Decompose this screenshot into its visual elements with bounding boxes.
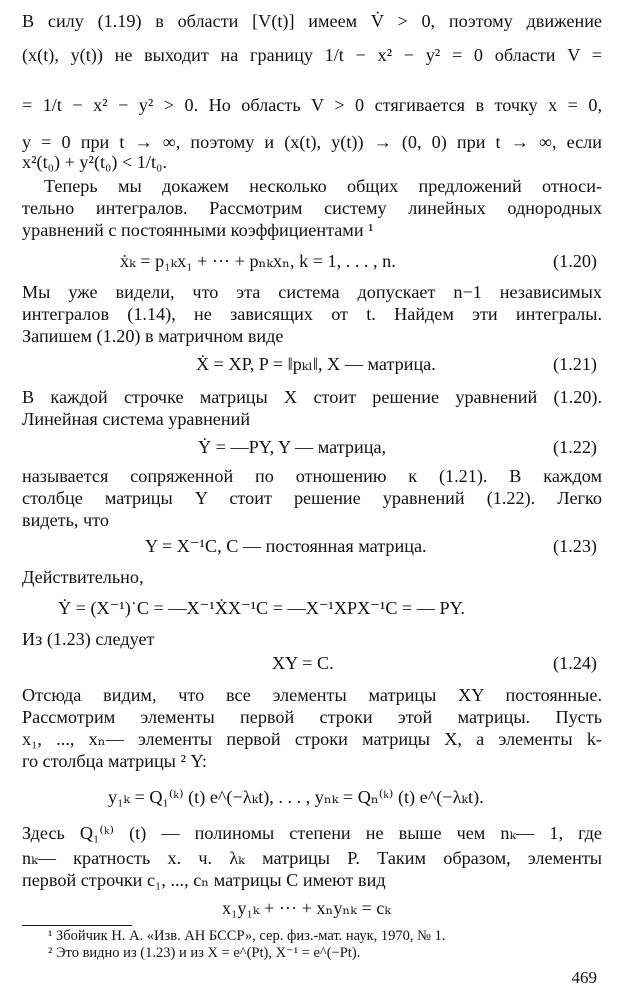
text-line: В каждой строчке матрицы X стоит решение уравнений (1.20). [22,387,602,407]
equation-1-20: ẋₖ = p₁ₖx₁ + ··· + pₙₖxₙ, k = 1, . . . , n. [120,251,396,271]
text-line: столбце матрицы Y стоит решение уравнений (1.22). Легко [22,488,602,508]
equation-number: (1.20) [553,251,597,271]
equation-number: (1.22) [553,437,597,457]
text-line: Действительно, [22,567,144,587]
text-line: тельно интегралов. Рассмотрим систему линейных однородных [22,198,602,218]
text-line: x₁, ..., xₙ— элементы первой строки матрицы X, а элементы k- [22,729,602,749]
text-line: Отсюда видим, что все элементы матрицы XY постоянные. [22,685,602,705]
text-line: уравнений с постоянными коэффициентами ¹ [22,220,374,240]
derivation-equation: Ẏ = (X⁻¹)˙C = —X⁻¹ẊX⁻¹C = —X⁻¹XPX⁻¹C = — PY. [58,598,465,618]
text-line: Теперь мы докажем несколько общих предложений относи- [44,176,602,196]
footnote-2: ² Это видно из (1.23) и из X = e^(Pt), X⁻¹ = e^(−Pt). [48,945,361,961]
text-line: Запишем (1.20) в матричном виде [22,326,284,346]
text-line: Линейная система уравнений [22,409,251,429]
text-line: Рассмотрим элементы первой строки этой матрицы. Пусть [22,707,602,727]
text-line: (x(t), y(t)) не выходит на границу 1/t − x² − y² = 0 области V = [22,45,602,65]
equation-c-row: x₁y₁ₖ + ··· + xₙyₙₖ = cₖ [222,898,391,918]
text-line: y = 0 при t → ∞, поэтому и (x(t), y(t)) → (0, 0) при t → ∞, если [22,132,602,152]
equation-number: (1.23) [553,536,597,556]
equation-1-23: Y = X⁻¹C, C — постоянная матрица. [145,536,427,556]
equation-1-24: XY = C. [272,653,334,673]
equation-number: (1.24) [553,653,597,673]
footnote-divider [22,925,132,926]
equation-1-22: Ẏ = —PY, Y — матрица, [198,437,387,457]
text-line: называется сопряженной по отношению к (1.21). В каждом [22,466,602,486]
text-line: В силу (1.19) в области [V(t)] имеем V̇ > 0, поэтому движение [22,11,602,31]
equation-y-column: y₁ₖ = Q₁⁽ᵏ⁾ (t) e^(−λₖt), . . . , yₙₖ = Qₙ⁽ᵏ⁾ (t) e^(−λₖt). [108,787,484,807]
text-line: первой строчки c₁, ..., cₙ матрицы C имеют вид [22,870,386,890]
text-line: го столбца матрицы ² Y: [22,751,207,771]
text-line: nₖ— кратность х. ч. λₖ матрицы P. Таким образом, элементы [22,848,602,868]
text-line: = 1/t − x² − y² > 0. Но область V > 0 стягивается в точку x = 0, [22,95,602,115]
text-line: Из (1.23) следует [22,629,155,649]
text-line: Здесь Q₁⁽ᵏ⁾ (t) — полиномы степени не выше чем nₖ— 1, где [22,823,602,843]
text-line: видеть, что [22,510,109,530]
text-line: Мы уже видели, что эта система допускает n−1 независимых [22,282,602,302]
page-number: 469 [571,968,597,987]
footnote-1: ¹ Збойчик Н. А. «Изв. АН БССР», сер. физ.-мат. наук, 1970, № 1. [48,928,446,944]
text-line: интегралов (1.14), не зависящих от t. Найдем эти интегралы. [22,304,602,324]
equation-1-21: Ẋ = XP, P = ‖pₖₗ‖, X — матрица. [196,354,436,374]
text-line: x²(t₀) + y²(t₀) < 1/t₀. [22,152,167,172]
equation-number: (1.21) [553,354,597,374]
